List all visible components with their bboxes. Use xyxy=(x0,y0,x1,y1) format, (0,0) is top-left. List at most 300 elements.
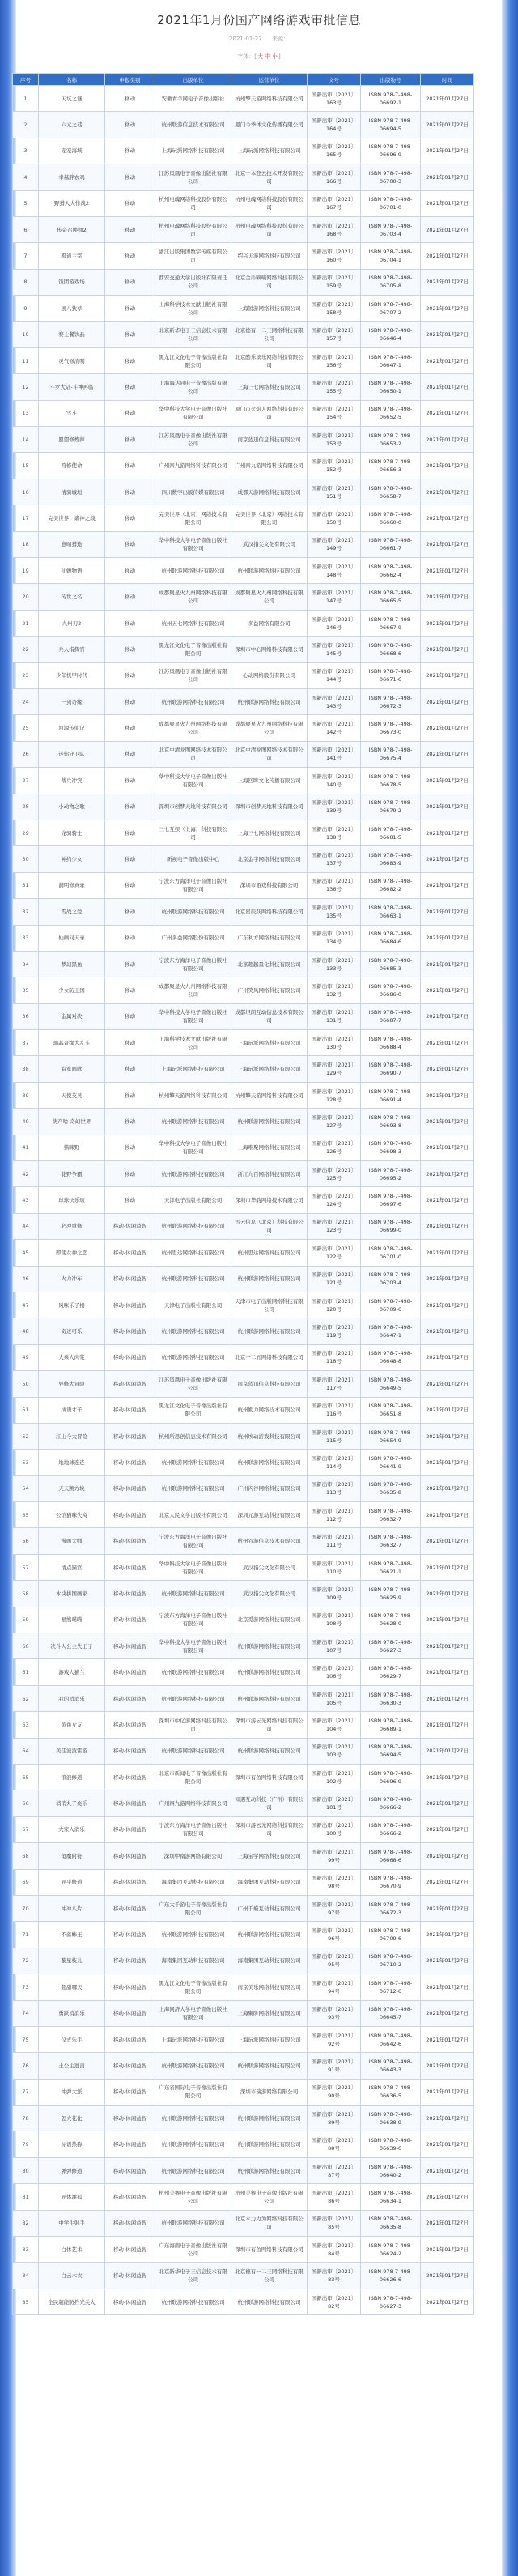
row-number: 12 xyxy=(13,374,39,400)
operator-name: 上海聚阶网络科技有限公司 xyxy=(231,2000,308,2026)
game-name: 愿望修炼师 xyxy=(39,427,105,453)
operator-name: 杭州联游网络科技有限公司 xyxy=(231,2131,308,2157)
approval-number: 国新出审〔2021〕155号 xyxy=(308,374,361,400)
publisher-name: 浙江出版集团数字传媒有限公司 xyxy=(155,243,231,269)
isbn-number: ISBN 978-7-498-06675-4 xyxy=(361,741,421,767)
isbn-number: ISBN 978-7-498-06651-8 xyxy=(361,1397,421,1423)
game-category: 移动 xyxy=(105,872,155,898)
publisher-name: 华中科技大学电子音像出版社有限公司 xyxy=(155,1135,231,1160)
row-number: 78 xyxy=(13,2106,39,2131)
approval-number: 国新出审〔2021〕149号 xyxy=(308,531,361,557)
game-name: 消消丸子兆乐 xyxy=(39,1790,105,1816)
approval-date: 2021年01月27日 xyxy=(421,1423,474,1449)
game-name: 风味乐子楼 xyxy=(39,1292,105,1318)
table-row xyxy=(13,584,474,610)
publisher-name: 杭州美猴电子音像出版社有限公司 xyxy=(155,2184,231,2210)
operator-name: 杭州联游网络科技有限公司 xyxy=(231,1318,308,1344)
isbn-number: ISBN 978-7-498-06642-6 xyxy=(361,2026,421,2052)
operator-name: 杭州擎天游网络科技有限公司 xyxy=(231,1082,308,1108)
approval-date: 2021年01月27日 xyxy=(421,1109,474,1135)
font-size-small-link[interactable]: 小 xyxy=(272,53,278,60)
approval-date: 2021年01月27日 xyxy=(421,1948,474,1974)
game-category: 移动 xyxy=(105,453,155,479)
table-row xyxy=(13,1397,474,1423)
publisher-name: 黑龙江文化电子音像出版社有限公司 xyxy=(155,1974,231,2000)
approval-date: 2021年01月27日 xyxy=(421,1240,474,1266)
row-number: 77 xyxy=(13,2079,39,2105)
isbn-number: ISBN 978-7-498-06697-6 xyxy=(361,1187,421,1213)
row-number: 68 xyxy=(13,1843,39,1869)
table-row xyxy=(13,741,474,767)
table-row xyxy=(13,872,474,898)
column-header: 序号 xyxy=(13,74,39,86)
isbn-number: ISBN 978-7-498-06667-9 xyxy=(361,610,421,636)
operator-name: 杭州联游网络科技有限公司 xyxy=(231,1633,308,1659)
game-name: 幸基胖农鸡 xyxy=(39,164,105,190)
approval-date: 2021年01月27日 xyxy=(421,374,474,400)
row-number: 84 xyxy=(13,2263,39,2289)
table-row xyxy=(13,1318,474,1344)
game-name: 传世之名 xyxy=(39,584,105,610)
game-name: 小动物之歌 xyxy=(39,794,105,820)
table-row xyxy=(13,2289,474,2314)
game-category: 移动-休闲益智 xyxy=(105,1581,155,1607)
approval-number: 国新出审〔2021〕84号 xyxy=(308,2237,361,2263)
approval-date: 2021年01月27日 xyxy=(421,1292,474,1318)
approval-number: 国新出审〔2021〕89号 xyxy=(308,2106,361,2131)
row-number: 72 xyxy=(13,1948,39,1974)
approval-date: 2021年01月27日 xyxy=(421,138,474,164)
approval-date: 2021年01月27日 xyxy=(421,1790,474,1816)
operator-name: 杭州谷游信息技术有限公司 xyxy=(231,1528,308,1554)
isbn-number: ISBN 978-7-498-06653-2 xyxy=(361,427,421,453)
row-number: 11 xyxy=(13,347,39,373)
table-row xyxy=(13,2000,474,2026)
game-name: 奇迹可乐 xyxy=(39,1318,105,1344)
approval-number: 国新出审〔2021〕151号 xyxy=(308,479,361,505)
publisher-name: 天津电子出版社有限公司 xyxy=(155,1187,231,1213)
table-row xyxy=(13,1528,474,1554)
isbn-number: ISBN 978-7-498-06703-4 xyxy=(361,216,421,242)
game-name: 地地球连连 xyxy=(39,1450,105,1475)
operator-name: 深圳市瑞游网络有限公司 xyxy=(231,2079,308,2105)
game-name: 木块拼图画家 xyxy=(39,1581,105,1607)
publisher-name: 上海海达同电子音像出版有限公司 xyxy=(155,374,231,400)
table-header-row xyxy=(13,74,474,86)
row-number: 39 xyxy=(13,1082,39,1108)
operator-name: 武汉指尖文化有限公司 xyxy=(231,531,308,557)
table-row xyxy=(13,216,474,242)
game-name: 符修使命 xyxy=(39,453,105,479)
game-category: 移动 xyxy=(105,662,155,688)
game-category: 移动 xyxy=(105,558,155,584)
row-number: 82 xyxy=(13,2210,39,2236)
approval-date: 2021年01月27日 xyxy=(421,2184,474,2210)
approval-date: 2021年01月27日 xyxy=(421,2289,474,2314)
table-row xyxy=(13,321,474,347)
game-name: 我的消消乐 xyxy=(39,1685,105,1711)
game-category: 移动-休闲益智 xyxy=(105,1816,155,1842)
publisher-name: 杭州联游网络科技有限公司 xyxy=(155,1922,231,1948)
approval-number: 国新出审〔2021〕109号 xyxy=(308,1581,361,1607)
publisher-name: 杭州电魂网络科技股份有限公司 xyxy=(155,216,231,242)
approval-date: 2021年01月27日 xyxy=(421,1213,474,1239)
game-name: 游戏人猫兰 xyxy=(39,1659,105,1685)
row-number: 10 xyxy=(13,321,39,347)
table-row xyxy=(13,296,474,321)
approval-date: 2021年01月27日 xyxy=(421,925,474,951)
approval-date: 2021年01月27日 xyxy=(421,584,474,610)
operator-name: 杭州联游网络科技有限公司 xyxy=(231,688,308,714)
approval-number: 国新出审〔2021〕111号 xyxy=(308,1528,361,1554)
approval-date: 2021年01月27日 xyxy=(421,1843,474,1869)
row-number: 59 xyxy=(13,1607,39,1633)
approval-number: 国新出审〔2021〕165号 xyxy=(308,138,361,164)
row-number: 80 xyxy=(13,2157,39,2183)
row-number: 33 xyxy=(13,925,39,951)
isbn-number: ISBN 978-7-498-06686-0 xyxy=(361,977,421,1003)
operator-name: 成都聚星火九州网络科技有限公司 xyxy=(231,715,308,741)
row-number: 79 xyxy=(13,2131,39,2157)
font-size-label: 字体： xyxy=(237,53,255,60)
isbn-number: ISBN 978-7-498-06641-9 xyxy=(361,1450,421,1475)
game-category: 移动-休闲益智 xyxy=(105,2000,155,2026)
publisher-name: 杭州联游网络科技有限公司 xyxy=(155,1161,231,1187)
table-row xyxy=(13,1712,474,1738)
operator-name: 广州千巅互动科技有限公司 xyxy=(231,1895,308,1921)
publisher-name: 上海玩派网络科技有限公司 xyxy=(155,2026,231,2052)
row-number: 55 xyxy=(13,1502,39,1528)
row-number: 67 xyxy=(13,1816,39,1842)
row-number: 22 xyxy=(13,637,39,662)
game-category: 移动 xyxy=(105,977,155,1003)
game-name: 美佳波波雷游 xyxy=(39,1738,105,1764)
game-category: 移动 xyxy=(105,1082,155,1108)
isbn-number: ISBN 978-7-498-06652-5 xyxy=(361,400,421,426)
table-row xyxy=(13,2157,474,2183)
table-row xyxy=(13,637,474,662)
table-row xyxy=(13,1869,474,1895)
isbn-number: ISBN 978-7-498-06694-5 xyxy=(361,112,421,138)
operator-name: 成都聚星火九州网络科技有限公司 xyxy=(231,584,308,610)
approval-date: 2021年01月27日 xyxy=(421,321,474,347)
approval-date: 2021年01月27日 xyxy=(421,400,474,426)
font-size-large-link[interactable]: 大 xyxy=(257,53,263,60)
row-number: 85 xyxy=(13,2289,39,2314)
table-row xyxy=(13,112,474,138)
table-row xyxy=(13,1502,474,1528)
table-row xyxy=(13,1895,474,1921)
approval-number: 国新出审〔2021〕114号 xyxy=(308,1450,361,1475)
operator-name: 杭州联游网络科技有限公司 xyxy=(231,1450,308,1475)
game-name: 天天跳方块 xyxy=(39,1475,105,1501)
approval-number: 国新出审〔2021〕110号 xyxy=(308,1554,361,1580)
operator-name: 广州闪谷网络科技有限公司 xyxy=(231,1475,308,1501)
game-name: 猫咪野 xyxy=(39,1135,105,1160)
approval-date: 2021年01月27日 xyxy=(421,1082,474,1108)
approval-number: 国新出审〔2021〕167号 xyxy=(308,190,361,216)
operator-name: 北京超越量化科技有限公司 xyxy=(231,951,308,977)
isbn-number: ISBN 978-7-498-06695-2 xyxy=(361,1161,421,1187)
game-category: 移动-休闲益智 xyxy=(105,1475,155,1501)
row-number: 36 xyxy=(13,1003,39,1029)
approval-number: 国新出审〔2021〕135号 xyxy=(308,899,361,925)
isbn-number: ISBN 978-7-498-06698-3 xyxy=(361,1135,421,1160)
row-number: 50 xyxy=(13,1371,39,1397)
game-name: 少年机甲时代 xyxy=(39,662,105,688)
approval-date: 2021年01月27日 xyxy=(421,610,474,636)
game-name: 清骑城垣 xyxy=(39,479,105,505)
publisher-name: 杭州联游网络科技有限公司 xyxy=(155,1581,231,1607)
approval-number: 国新出审〔2021〕82号 xyxy=(308,2289,361,2314)
row-number: 9 xyxy=(13,296,39,321)
operator-name: 北京中清龙图网络技术有限公司 xyxy=(231,741,308,767)
publisher-name: 四川数字出版传媒有限公司 xyxy=(155,479,231,505)
game-name: 白云木衣 xyxy=(39,2263,105,2289)
row-number: 32 xyxy=(13,899,39,925)
table-row xyxy=(13,374,474,400)
isbn-number: ISBN 978-7-498-06635-8 xyxy=(361,1475,421,1501)
table-row xyxy=(13,662,474,688)
table-row xyxy=(13,1030,474,1056)
approval-number: 国新出审〔2021〕93号 xyxy=(308,2000,361,2026)
game-name: 雪战之爱 xyxy=(39,899,105,925)
isbn-number: ISBN 978-7-498-06645-7 xyxy=(361,2000,421,2026)
operator-name: 多益网络有限公司 xyxy=(231,610,308,636)
approval-number: 国新出审〔2021〕124号 xyxy=(308,1187,361,1213)
row-number: 31 xyxy=(13,872,39,898)
game-name: 完美世界：诸神之战 xyxy=(39,505,105,531)
operator-name: 深圳市游云光网络科技有限公司 xyxy=(231,1712,308,1738)
row-number: 45 xyxy=(13,1240,39,1266)
approval-number: 国新出审〔2021〕88号 xyxy=(308,2131,361,2157)
operator-name: 厦门今季体文化传播有限公司 xyxy=(231,112,308,138)
approval-number: 国新出审〔2021〕152号 xyxy=(308,453,361,479)
game-name: 江山今大冒险 xyxy=(39,1423,105,1449)
operator-name: 完美世界（北京）网络技术有限公司 xyxy=(231,505,308,531)
operator-name: 杭州联游网络科技有限公司 xyxy=(231,2157,308,2183)
game-category: 移动-休闲益智 xyxy=(105,1502,155,1528)
publisher-name: 宁波东方海洋电子音像出版社有限公司 xyxy=(155,872,231,898)
table-row xyxy=(13,1371,474,1397)
table-row xyxy=(13,820,474,845)
game-name: 传奇召唤师2 xyxy=(39,216,105,242)
approval-date: 2021年01月27日 xyxy=(421,1056,474,1082)
table-row xyxy=(13,1266,474,1292)
game-name: 火力冲车 xyxy=(39,1266,105,1292)
approval-date: 2021年01月27日 xyxy=(421,1659,474,1685)
row-number: 54 xyxy=(13,1475,39,1501)
isbn-number: ISBN 978-7-498-06693-8 xyxy=(361,1109,421,1135)
approval-date: 2021年01月27日 xyxy=(421,296,474,321)
game-name: 异体灌狐 xyxy=(39,2184,105,2210)
approval-date: 2021年01月27日 xyxy=(421,2131,474,2157)
row-number: 74 xyxy=(13,2000,39,2026)
game-category: 移动-休闲益智 xyxy=(105,1895,155,1921)
isbn-number: ISBN 978-7-498-06694-5 xyxy=(361,1738,421,1764)
isbn-number: ISBN 978-7-498-06627-3 xyxy=(361,2289,421,2314)
game-category: 移动-休闲益智 xyxy=(105,1633,155,1659)
table-row xyxy=(13,925,474,951)
approval-date: 2021年01月27日 xyxy=(421,1030,474,1056)
row-number: 25 xyxy=(13,715,39,741)
isbn-number: ISBN 978-7-498-06640-2 xyxy=(361,2157,421,2183)
game-category: 移动-休闲益智 xyxy=(105,1450,155,1475)
operator-name: 上海玩派网络科技有限公司 xyxy=(231,1056,308,1082)
game-category: 移动 xyxy=(105,164,155,190)
game-name: 斗罗大陆-斗神再临 xyxy=(39,374,105,400)
publisher-name: 三七互娱（上海）科技有限公司 xyxy=(155,820,231,845)
approval-number: 国新出审〔2021〕141号 xyxy=(308,741,361,767)
approval-number: 国新出审〔2021〕99号 xyxy=(308,1843,361,1869)
approval-date: 2021年01月27日 xyxy=(421,1607,474,1633)
game-name: 弹弹修道 xyxy=(39,2157,105,2183)
game-category: 移动 xyxy=(105,112,155,138)
game-category: 移动-休闲益智 xyxy=(105,2053,155,2079)
game-category: 移动 xyxy=(105,531,155,557)
game-category: 移动 xyxy=(105,138,155,164)
publisher-name: 华中科技大学电子音像出版社有限公司 xyxy=(155,768,231,794)
approval-number: 国新出审〔2021〕83号 xyxy=(308,2263,361,2289)
approval-number: 国新出审〔2021〕142号 xyxy=(308,715,361,741)
game-name: 金属对决 xyxy=(39,1003,105,1029)
font-size-switcher: 字体：[大 中 小] xyxy=(237,53,281,60)
isbn-number: ISBN 978-7-498-06628-0 xyxy=(361,1607,421,1633)
table-row xyxy=(13,1765,474,1790)
approval-date: 2021年01月27日 xyxy=(421,1765,474,1790)
table-row xyxy=(13,794,474,820)
publisher-name: 北京人民文学出版社有限公司 xyxy=(155,1502,231,1528)
row-number: 52 xyxy=(13,1423,39,1449)
operator-name: 杭州电魂网络科技股份有限公司 xyxy=(231,216,308,242)
row-number: 14 xyxy=(13,427,39,453)
approval-date: 2021年01月27日 xyxy=(421,479,474,505)
operator-name: 北京酷乐滨乐网络科技有限公司 xyxy=(231,347,308,373)
approval-date: 2021年01月27日 xyxy=(421,2263,474,2289)
approval-date: 2021年01月27日 xyxy=(421,164,474,190)
table-row xyxy=(13,558,474,584)
approval-number: 国新出审〔2021〕138号 xyxy=(308,820,361,845)
operator-name: 北京星辰跃网络科技有限公司 xyxy=(231,899,308,925)
approval-number: 国新出审〔2021〕143号 xyxy=(308,688,361,714)
approval-date: 2021年01月27日 xyxy=(421,558,474,584)
table-row xyxy=(13,2106,474,2131)
approval-number: 国新出审〔2021〕166号 xyxy=(308,164,361,190)
row-number: 48 xyxy=(13,1318,39,1344)
publisher-name: 上海同济大学电子音像出版社有限公司 xyxy=(155,2000,231,2026)
publisher-name: 江苏凤凰电子音像出版社有限公司 xyxy=(155,427,231,453)
article-meta xyxy=(16,35,502,43)
isbn-number: ISBN 978-7-498-06685-3 xyxy=(361,951,421,977)
operator-name: 上海三七网络科技有限公司 xyxy=(231,374,308,400)
operator-name: 深圳元游互动科技有限公司 xyxy=(231,1502,308,1528)
table-row xyxy=(13,347,474,373)
approval-date: 2021年01月27日 xyxy=(421,505,474,531)
game-category: 移动 xyxy=(105,296,155,321)
approval-date: 2021年01月27日 xyxy=(421,1450,474,1475)
row-number: 5 xyxy=(13,190,39,216)
isbn-number: ISBN 978-7-498-06621-1 xyxy=(361,1554,421,1580)
approval-date: 2021年01月27日 xyxy=(421,1318,474,1344)
operator-name: 广州四九游网络科技有限公司 xyxy=(231,453,308,479)
isbn-number: ISBN 978-7-498-06672-3 xyxy=(361,1895,421,1921)
font-size-medium-link[interactable]: 中 xyxy=(265,53,270,60)
table-row xyxy=(13,715,474,741)
table-row xyxy=(13,505,474,531)
approval-date: 2021年01月27日 xyxy=(421,190,474,216)
row-number: 65 xyxy=(13,1765,39,1790)
approval-date: 2021年01月27日 xyxy=(421,347,474,373)
approval-number: 国新出审〔2021〕146号 xyxy=(308,610,361,636)
game-name: 雪斗 xyxy=(39,400,105,426)
operator-name: 杭州联游网络科技有限公司 xyxy=(231,2106,308,2131)
approval-table xyxy=(12,73,474,2315)
row-number: 62 xyxy=(13,1685,39,1711)
row-number: 23 xyxy=(13,662,39,688)
game-name: 龟魔附符 xyxy=(39,1843,105,1869)
approval-date: 2021年01月27日 xyxy=(421,846,474,872)
approval-number: 国新出审〔2021〕145号 xyxy=(308,637,361,662)
table-row xyxy=(13,400,474,426)
publisher-name: 新视电子音像出版中心 xyxy=(155,846,231,872)
table-row xyxy=(13,1003,474,1029)
game-name: 萌产啥-奇幻世界 xyxy=(39,1109,105,1135)
operator-name: 上海玩派网络科技有限公司 xyxy=(231,138,308,164)
publisher-name: 华中科技大学电子音像出版社有限公司 xyxy=(155,1633,231,1659)
approval-number: 国新出审〔2021〕154号 xyxy=(308,400,361,426)
operator-name: 杭州联游网络科技有限公司 xyxy=(231,1659,308,1685)
operator-name: 杭州联游网络科技有限公司 xyxy=(231,1738,308,1764)
table-row xyxy=(13,1607,474,1633)
game-name: 河源传仙记 xyxy=(39,715,105,741)
publisher-name: 宁波东方海洋电子音像出版社有限公司 xyxy=(155,1607,231,1633)
publisher-name: 华中科技大学电子音像出版社有限公司 xyxy=(155,531,231,557)
table-row xyxy=(13,86,474,112)
operator-name: 北京金宇网络科技有限公司 xyxy=(231,846,308,872)
approval-number: 国新出审〔2021〕133号 xyxy=(308,951,361,977)
publisher-name: 海南集团互动科技有限公司 xyxy=(155,1869,231,1895)
isbn-number: ISBN 978-7-498-06712-6 xyxy=(361,1974,421,2000)
game-category: 移动-休闲益智 xyxy=(105,2157,155,2183)
row-number: 70 xyxy=(13,1895,39,1921)
approval-date: 2021年01月27日 xyxy=(421,2026,474,2052)
table-row xyxy=(13,453,474,479)
approval-date: 2021年01月27日 xyxy=(421,1895,474,1921)
game-category: 移动-休闲益智 xyxy=(105,1790,155,1816)
approval-number: 国新出审〔2021〕168号 xyxy=(308,216,361,242)
isbn-number: ISBN 978-7-498-06624-2 xyxy=(361,2237,421,2263)
game-name: 梦幻黑鱼 xyxy=(39,951,105,977)
isbn-number: ISBN 978-7-498-06691-4 xyxy=(361,1082,421,1108)
approval-date: 2021年01月27日 xyxy=(421,427,474,453)
game-category: 移动 xyxy=(105,925,155,951)
game-category: 移动 xyxy=(105,190,155,216)
publisher-name: 杭州联游网络科技有限公司 xyxy=(155,2210,231,2236)
approval-date: 2021年01月27日 xyxy=(421,243,474,269)
table-row xyxy=(13,2026,474,2052)
game-name: 冲弹大派 xyxy=(39,2079,105,2105)
row-number: 16 xyxy=(13,479,39,505)
isbn-number: ISBN 978-7-498-06626-6 xyxy=(361,2263,421,2289)
publisher-name: 北京新华电子三信息技术有限公司 xyxy=(155,321,231,347)
row-number: 38 xyxy=(13,1056,39,1082)
game-category: 移动 xyxy=(105,1161,155,1187)
row-number: 51 xyxy=(13,1397,39,1423)
approval-number: 国新出审〔2021〕94号 xyxy=(308,1974,361,2000)
game-category: 移动-休闲益智 xyxy=(105,1554,155,1580)
game-name: 决斗人公主失王子 xyxy=(39,1633,105,1659)
row-number: 28 xyxy=(13,794,39,820)
